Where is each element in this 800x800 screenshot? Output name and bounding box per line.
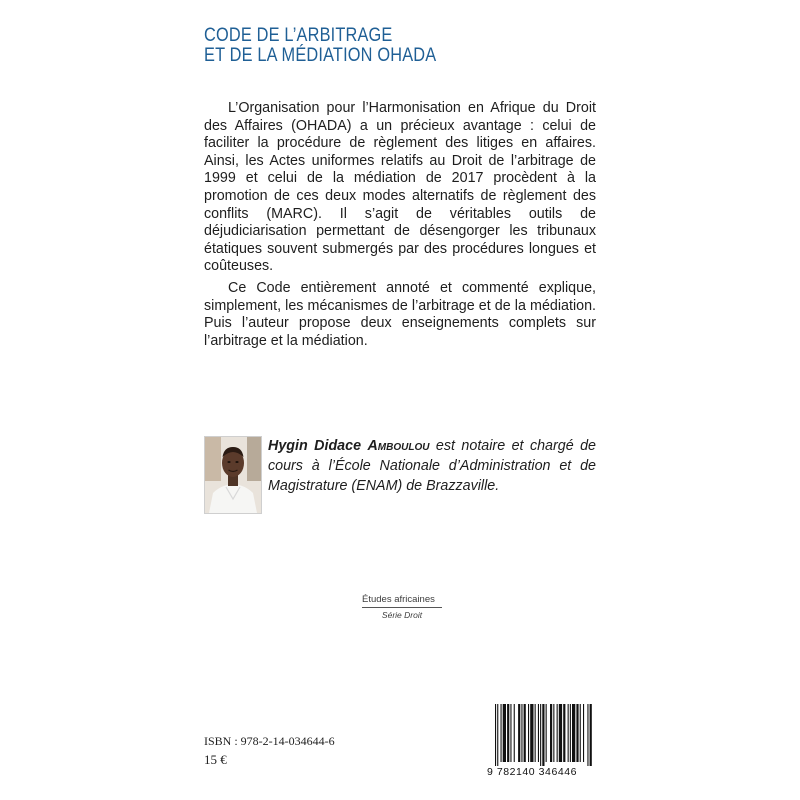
author-bio-text: est notaire et chargé de cours à l’École Nationale d’Administration et de Magistrature (ENAM) de Brazzaville.: [268, 438, 596, 494]
barcode-bar: [583, 704, 584, 762]
isbn: ISBN : 978-2-14-034644-6: [204, 734, 335, 748]
barcode-bar: [530, 704, 533, 762]
barcode-bar: [501, 704, 502, 762]
barcode-bar: [557, 704, 558, 762]
barcode-digits: 9 782140 346446: [487, 766, 577, 778]
series-block: [362, 594, 442, 620]
description-paragraph-1: L’Organisation pour l’Harmonisation en Afrique du Droit des Affaires (OHADA) a un précieux avantage : celui de faciliter la procédure de règlement des litiges en affaires. Ainsi, les Actes uniformes relatifs au Droit de l’arbitrage de 1999 et celui de la médiation de 2017 procèdent à la promotion de ces deux modes alternatifs de règlement des conflits (MARC). Il s’agit de véritables outils de déjudiciarisation permettant de désengorger les tribunaux étatiques souvent submergés par des procédures longues et coûteuses.: [204, 100, 596, 275]
barcode-bar: [572, 704, 575, 762]
price: 15 €: [204, 752, 227, 767]
barcode-bar: [497, 704, 498, 766]
barcode-bar: [587, 704, 588, 766]
title-line-1: CODE DE L’ARBITRAGE: [204, 25, 393, 46]
series-collection: Études africaines: [362, 594, 442, 608]
barcode-bar: [580, 704, 581, 762]
description-paragraph-2: Ce Code entièrement annoté et commenté explique, simplement, les mécanismes de l’arbitrage et de la médiation. Puis l’auteur propose deux enseignements complets sur l’arbitrage et la médiation.: [204, 280, 596, 349]
barcode-bar: [524, 704, 526, 762]
author-photo: [204, 436, 262, 514]
barcode-bar: [559, 704, 562, 762]
barcode-bar: [507, 704, 509, 762]
title-line-2: ET DE LA MÉDIATION OHADA: [204, 45, 437, 66]
barcode-bar: [535, 704, 536, 762]
barcode-bar: [495, 704, 496, 766]
barcode-bars: [487, 702, 597, 766]
barcode-bar: [538, 704, 539, 762]
barcode-bar: [528, 704, 529, 762]
barcode-bar: [542, 704, 544, 766]
barcode-bar: [576, 704, 578, 762]
series-subseries: Série Droit: [381, 610, 423, 620]
barcode-bar: [503, 704, 506, 762]
barcode-bar: [568, 704, 569, 762]
barcode-bar: [540, 704, 541, 766]
barcode-bar: [514, 704, 515, 762]
barcode-bar: [546, 704, 547, 762]
barcode-bar: [521, 704, 522, 762]
author-surname: Amboulou: [367, 438, 430, 454]
author-bio: [268, 436, 596, 496]
barcode-bar: [518, 704, 520, 762]
barcode-bar: [550, 704, 552, 762]
barcode-bar: [570, 704, 571, 762]
barcode: [487, 702, 597, 780]
barcode-bar: [510, 704, 511, 762]
author-given-names: Hygin Didace: [268, 438, 362, 454]
barcode-bar: [590, 704, 592, 766]
barcode-bar: [553, 704, 554, 762]
author-portrait-image: [205, 437, 261, 513]
barcode-bar: [563, 704, 565, 762]
book-title: [204, 26, 436, 66]
